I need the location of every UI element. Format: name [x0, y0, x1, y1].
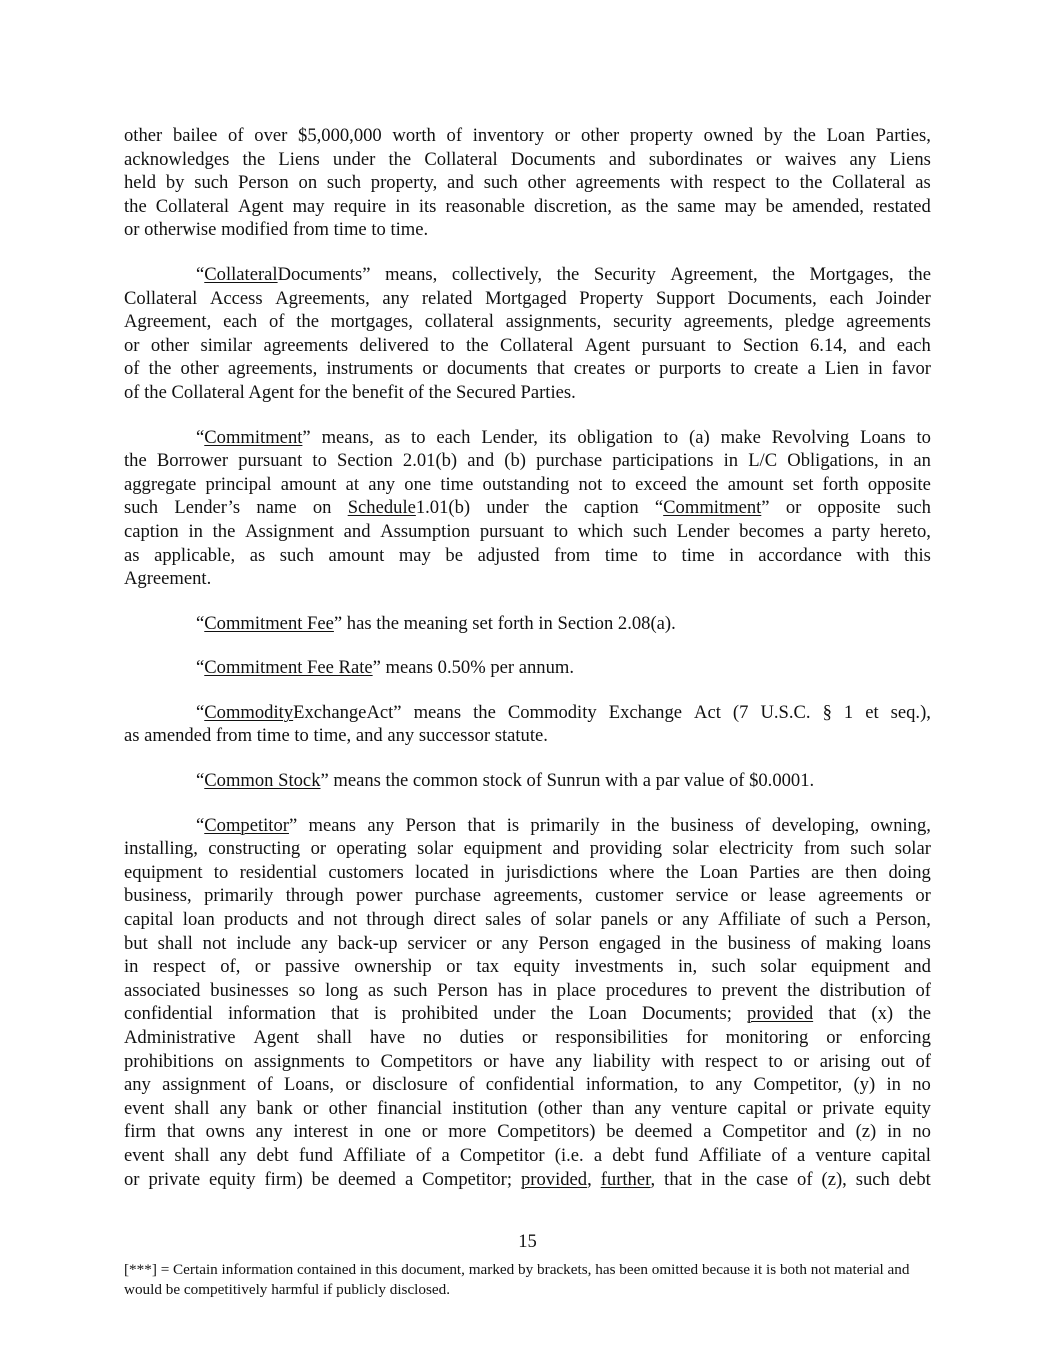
text-line: as amended from time to time, and any successor statute. [124, 725, 548, 747]
text-line: event shall any debt fund Affiliate of a Competitor (i.e. a debt fund Affiliate of a venture capital [124, 1144, 931, 1166]
defined-term: Commitment [663, 497, 762, 519]
text-line: aggregate principal amount at any one time outstanding not to exceed the amount set forth opposite [124, 473, 931, 495]
text-line: or otherwise modified from time to time. [124, 219, 429, 241]
definition-paragraph-commitment [124, 426, 931, 591]
text-line: of the other agreements, instruments or documents that creates or purports to create a Lien in favor [124, 358, 931, 380]
text-line: confidential information that is prohibited under the Loan Documents; provided that (x) the [124, 1003, 931, 1025]
text-line: “ Commitment Fee ” has the meaning set forth in Section 2.08(a). [196, 612, 676, 634]
text-line: acknowledges the Liens under the Collateral Documents and subordinates or waives any Liens [124, 148, 931, 170]
definition-paragraph-common-stock [124, 769, 931, 793]
defined-term: Common Stock [204, 770, 321, 792]
redaction-footnote: [***] = Certain information contained in this document, marked by brackets, has been omitted because it is both not material and would be competitively harmful if publicly disclosed. [124, 1261, 910, 1298]
text-line: installing, constructing or operating solar equipment and providing solar electricity from such solar [124, 838, 931, 860]
defined-term: Commodity [204, 701, 294, 723]
text-line: “CommodityExchangeAct” means the Commodity Exchange Act (7 U.S.C. § 1 et seq.), [196, 701, 931, 723]
text-line: “CollateralDocuments” means, collectively, the Security Agreement, the Mortgages, the [196, 263, 931, 285]
text-line: other bailee of over $5,000,000 worth of inventory or other property owned by the Loan Parties, [124, 125, 931, 146]
text-line: “ Commitment Fee Rate ” means 0.50% per annum. [196, 657, 574, 679]
text-line: Agreement. [124, 568, 212, 590]
defined-term: Commitment [204, 426, 303, 448]
defined-term: Commitment Fee Rate [204, 657, 373, 679]
text-line: held by such Person on such property, and such other agreements with respect to the Collateral as [124, 172, 931, 194]
text-line: capital loan products and not through direct sales of solar panels or any Affiliate of such a Person, [124, 909, 931, 931]
text-line: “Commitment” means, as to each Lender, its obligation to (a) make Revolving Loans to [196, 426, 931, 448]
text-line: “ Common Stock ” means the common stock of Sunrun with a par value of $0.0001. [196, 770, 815, 792]
text-line: such Lender’s name on Schedule1.01(b) under the caption “Commitment” or opposite such [124, 497, 931, 519]
defined-term: Competitor [204, 814, 289, 836]
text-line: firm that owns any interest in one or more Competitors) be deemed a Competitor and (z) in no [124, 1121, 931, 1143]
definition-paragraph-commitment-fee [124, 612, 931, 636]
text-line: business, primarily through power purchase agreements, customer service or lease agreements or [124, 885, 931, 907]
defined-term: Collateral [204, 263, 278, 285]
text-line: associated businesses so long as such Person has in place procedures to prevent the distribution of [124, 979, 931, 1001]
text-line: but shall not include any back-up servicer or any Person engaged in the business of making loans [124, 932, 931, 954]
text-line: event shall any bank or other financial institution (other than any venture capital or private equity [124, 1097, 931, 1119]
text-line: or other similar agreements delivered to the Collateral Agent pursuant to Section 6.14, and each [124, 334, 931, 356]
text-line: or private equity firm) be deemed a Competitor; provided, further, that in the case of (z), such debt [124, 1168, 931, 1190]
text-line: the Collateral Agent may require in its reasonable discretion, as the same may be amended, restated [124, 195, 931, 217]
text-line: prohibitions on assignments to Competitors or have any liability with respect to or arising out of [124, 1050, 931, 1072]
text-line: caption in the Assignment and Assumption pursuant to which such Lender becomes a party hereto, [124, 520, 931, 542]
definition-paragraph-commodity-exchange-act [124, 701, 931, 748]
text-line: Collateral Access Agreements, any related Mortgaged Property Support Documents, each Joinder [124, 287, 931, 309]
definition-paragraph-collateral-access-continued [124, 124, 931, 242]
text-line: Administrative Agent shall have no duties or responsibilities for monitoring or enforcing [124, 1027, 931, 1048]
text-line: any assignment of Loans, or disclosure of confidential information, to any Competitor, (y) in no [124, 1074, 931, 1096]
text-line: the Borrower pursuant to Section 2.01(b) and (b) purchase participations in L/C Obligations, in an [124, 450, 931, 472]
text-line: of the Collateral Agent for the benefit of the Secured Parties. [124, 381, 576, 403]
schedule-reference: Schedule [347, 497, 416, 519]
text-line: in respect of, or passive ownership or tax equity investments in, such solar equipment and [124, 956, 931, 978]
defined-term: Commitment Fee [204, 612, 334, 634]
page-number: 15 [518, 1231, 537, 1252]
definition-paragraph-collateral-documents [124, 263, 931, 405]
document-page [124, 124, 931, 1212]
text-line: “Competitor” means any Person that is primarily in the business of developing, owning, [196, 814, 931, 836]
definition-paragraph-commitment-fee-rate [124, 656, 931, 680]
text-line: equipment to residential customers located in jurisdictions where the Loan Parties are then doing [124, 861, 931, 883]
definition-paragraph-competitor [124, 814, 931, 1192]
text-line: Agreement, each of the mortgages, collateral assignments, security agreements, pledge agreements [124, 311, 931, 333]
text-line: as applicable, as such amount may be adjusted from time to time in accordance with this [124, 544, 931, 566]
